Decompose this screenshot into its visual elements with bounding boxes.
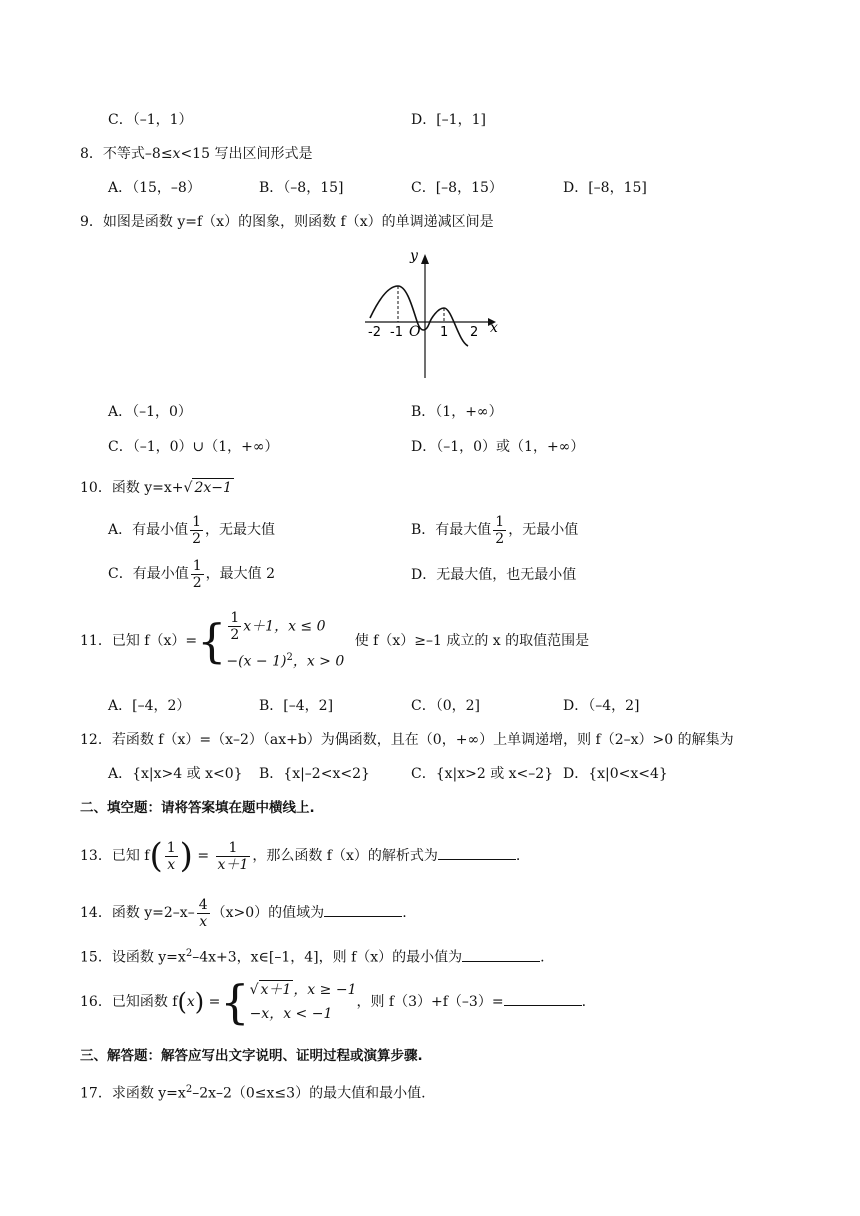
tick-minus-two: -2: [368, 325, 381, 340]
q12-option-b: B．{x|–2<x<2}: [259, 766, 370, 782]
q9-option-a: A．（–1，0）: [108, 404, 192, 420]
q10-stem: 10．函数 y=x+√ 2x−1: [80, 480, 232, 496]
q14-stem: 14．函数 y=2–x– $\frac{4}{x}$ （x>0）的值域为 .: [80, 896, 407, 930]
q10-option-a: A．有最小值 $\frac{1}{2}$ ，无最大值: [108, 513, 276, 547]
tick-one: 1: [440, 325, 449, 340]
q11-option-c: C．（0，2]: [411, 698, 480, 714]
section-solve-heading: 三、解答题：解答应写出文字说明、证明过程或演算步骤.: [80, 1048, 423, 1064]
q10-option-c: C．有最小值 $\frac{1}{2}$ ，最大值 2: [108, 557, 275, 591]
q11-stem: 11．已知 f（x）={ $\frac{1}{2}$ x＋1，x ≤ 0 $-(x - 1)^2$，x > 0 使 f（x）≥–1 成立的 x 的取值范围是: [80, 606, 589, 676]
q9-function-graph: [360, 246, 510, 381]
q11-piecewise: $\frac{1}{2}$ x＋1，x ≤ 0 $-(x - 1)^2$，x > 0: [226, 609, 345, 670]
section-fill-in-heading: 二、填空题：请将答案填在题中横线上.: [80, 800, 315, 816]
q16-piecewise: √ x＋1 ，x ≥ −1 −x，x < −1: [249, 982, 357, 1022]
q9-stem: 9．如图是函数 y=f（x）的图象，则函数 f（x）的单调递减区间是: [80, 214, 494, 230]
q11-option-d: D．（–4，2]: [563, 698, 640, 714]
q9-option-b: B．（1，+∞）: [411, 404, 503, 420]
q13-stem: 13．已知 f( $\frac{1}{x}$ ) = $\frac{1}{x+1}$ ，那么函数 f（x）的解析式为 .: [80, 836, 521, 876]
tick-minus-one: -1: [390, 325, 403, 340]
q16-stem: 16．已知函数 f(x) ={ √ x＋1 ，x ≥ −1 −x，x < −1 ，则 f（3）+f（–3）= .: [80, 975, 587, 1029]
q15-answer-blank[interactable]: [462, 947, 540, 962]
q7-option-d: D．[–1，1]: [411, 112, 486, 128]
q12-option-c: C．{x|x>2 或 x<–2}: [411, 766, 554, 782]
q14-answer-blank[interactable]: [324, 902, 402, 917]
q10-option-b: B．有最大值 $\frac{1}{2}$ ，无最小值: [411, 513, 579, 547]
q8-option-a: A．（15，–8）: [108, 180, 201, 196]
tick-two: 2: [470, 325, 479, 340]
q9-option-c: C．（–1，0）∪（1，+∞）: [108, 439, 279, 455]
q12-stem: 12．若函数 f（x）=（x–2）（ax+b）为偶函数，且在（0，+∞）上单调递增，则 f（2–x）>0 的解集为: [80, 732, 734, 748]
q8-option-d: D．[–8，15]: [563, 180, 647, 196]
q11-option-a: A．[–4，2）: [108, 698, 191, 714]
y-axis-arrow: [421, 254, 429, 264]
q8-option-c: C．[–8，15）: [411, 180, 503, 196]
q9-option-d: D．（–1，0）或（1，+∞）: [411, 439, 585, 455]
q13-answer-blank[interactable]: [438, 845, 516, 860]
q10-option-d: D．无最大值，也无最小值: [411, 567, 577, 583]
x-label: x: [490, 320, 498, 336]
q7-option-c: C．（–1，1）: [108, 112, 193, 128]
q15-stem: 15．设函数 $y=x^2-4x+3$，x∈[–1，4]，则 f（x）的最小值为 .: [80, 948, 545, 966]
q12-option-d: D．{x|0<x<4}: [563, 766, 668, 782]
origin-label: O: [409, 324, 421, 340]
q12-option-a: A．{x|x>4 或 x<0}: [108, 766, 243, 782]
q8-option-b: B．（–8，15]: [259, 180, 344, 196]
y-label: y: [410, 248, 418, 264]
q8-stem: 8．不等式–8≤x<15 写出区间形式是: [80, 146, 313, 162]
q10-sqrt: 2x−1: [194, 480, 232, 496]
q16-answer-blank[interactable]: [504, 991, 582, 1006]
q17-stem: 17．求函数 $y=x^2-2x-2(0\le x\le 3)$的最大值和最小值.: [80, 1084, 426, 1102]
q11-option-b: B．[–4，2]: [259, 698, 334, 714]
